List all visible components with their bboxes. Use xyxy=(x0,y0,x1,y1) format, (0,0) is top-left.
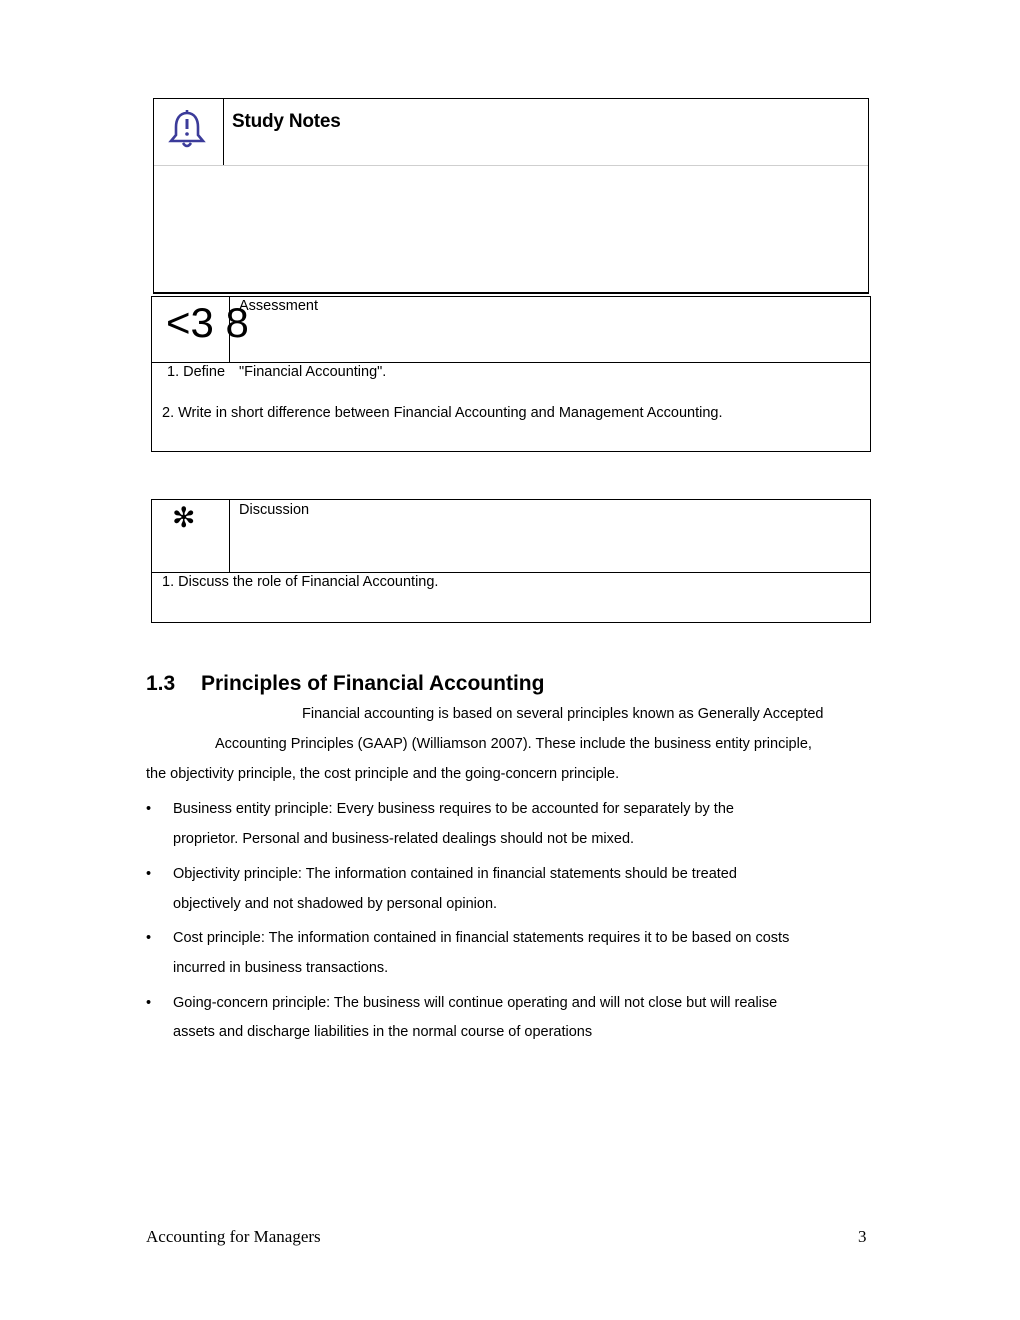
intro-line-3: the objectivity principle, the cost principle and the going-concern principle. xyxy=(146,766,620,782)
bullet-1-line-1: Business entity principle: Every business requires to be accounted for separately by the xyxy=(173,801,734,817)
assessment-header-line xyxy=(152,362,870,363)
bullet-marker: • xyxy=(146,866,152,882)
bullet-3-line-2: incurred in business transactions. xyxy=(173,960,389,976)
page-number: 3 xyxy=(858,1227,867,1246)
bell-alert-icon xyxy=(165,107,209,151)
study-notes-header-line xyxy=(154,165,868,166)
bullet-marker: • xyxy=(146,995,152,1011)
discussion-q1: 1. Discuss the role of Financial Accounting. xyxy=(162,574,439,590)
intro-line-1: Financial accounting is based on several principles known as Generally Accepted xyxy=(302,706,824,722)
asterisk-icon: ✻ xyxy=(172,502,196,533)
bullet-2-line-2: objectively and not shadowed by personal opinion. xyxy=(173,896,498,912)
section-title: Principles of Financial Accounting xyxy=(201,672,545,695)
section-number: 1.3 xyxy=(146,672,176,695)
study-notes-title: Study Notes xyxy=(232,111,341,132)
assessment-q1-text: "Financial Accounting". xyxy=(239,364,387,380)
discussion-divider xyxy=(229,500,230,573)
study-notes-box xyxy=(153,98,869,294)
discussion-header-line xyxy=(152,572,870,573)
bullet-1-line-2: proprietor. Personal and business-related dealings should not be mixed. xyxy=(173,831,635,847)
bullet-marker: • xyxy=(146,801,152,817)
assessment-q1-number: 1. Define xyxy=(167,364,226,380)
bullet-4-line-2: assets and discharge liabilities in the normal course of operations xyxy=(173,1024,593,1040)
footer-title: Accounting for Managers xyxy=(146,1227,321,1246)
section-heading xyxy=(146,672,544,696)
bullet-2-line-1: Objectivity principle: The information contained in financial statements should be treated xyxy=(173,866,737,882)
discussion-box xyxy=(151,499,871,623)
assessment-heading: Assessment xyxy=(239,298,318,314)
bullet-3-line-1: Cost principle: The information contained in financial statements requires it to be based on costs xyxy=(173,930,790,946)
assessment-icon: <3 8 xyxy=(166,299,249,346)
bullet-marker: • xyxy=(146,930,152,946)
bullet-4-line-1: Going-concern principle: The business will continue operating and will not close but will realise xyxy=(173,995,778,1011)
intro-line-2: Accounting Principles (GAAP) (Williamson 2007). These include the business entity principle, xyxy=(215,736,812,752)
study-notes-divider xyxy=(223,99,224,166)
discussion-heading: Discussion xyxy=(239,502,310,518)
assessment-box xyxy=(151,296,871,452)
assessment-q2: 2. Write in short difference between Financial Accounting and Management Accounting. xyxy=(162,405,723,421)
